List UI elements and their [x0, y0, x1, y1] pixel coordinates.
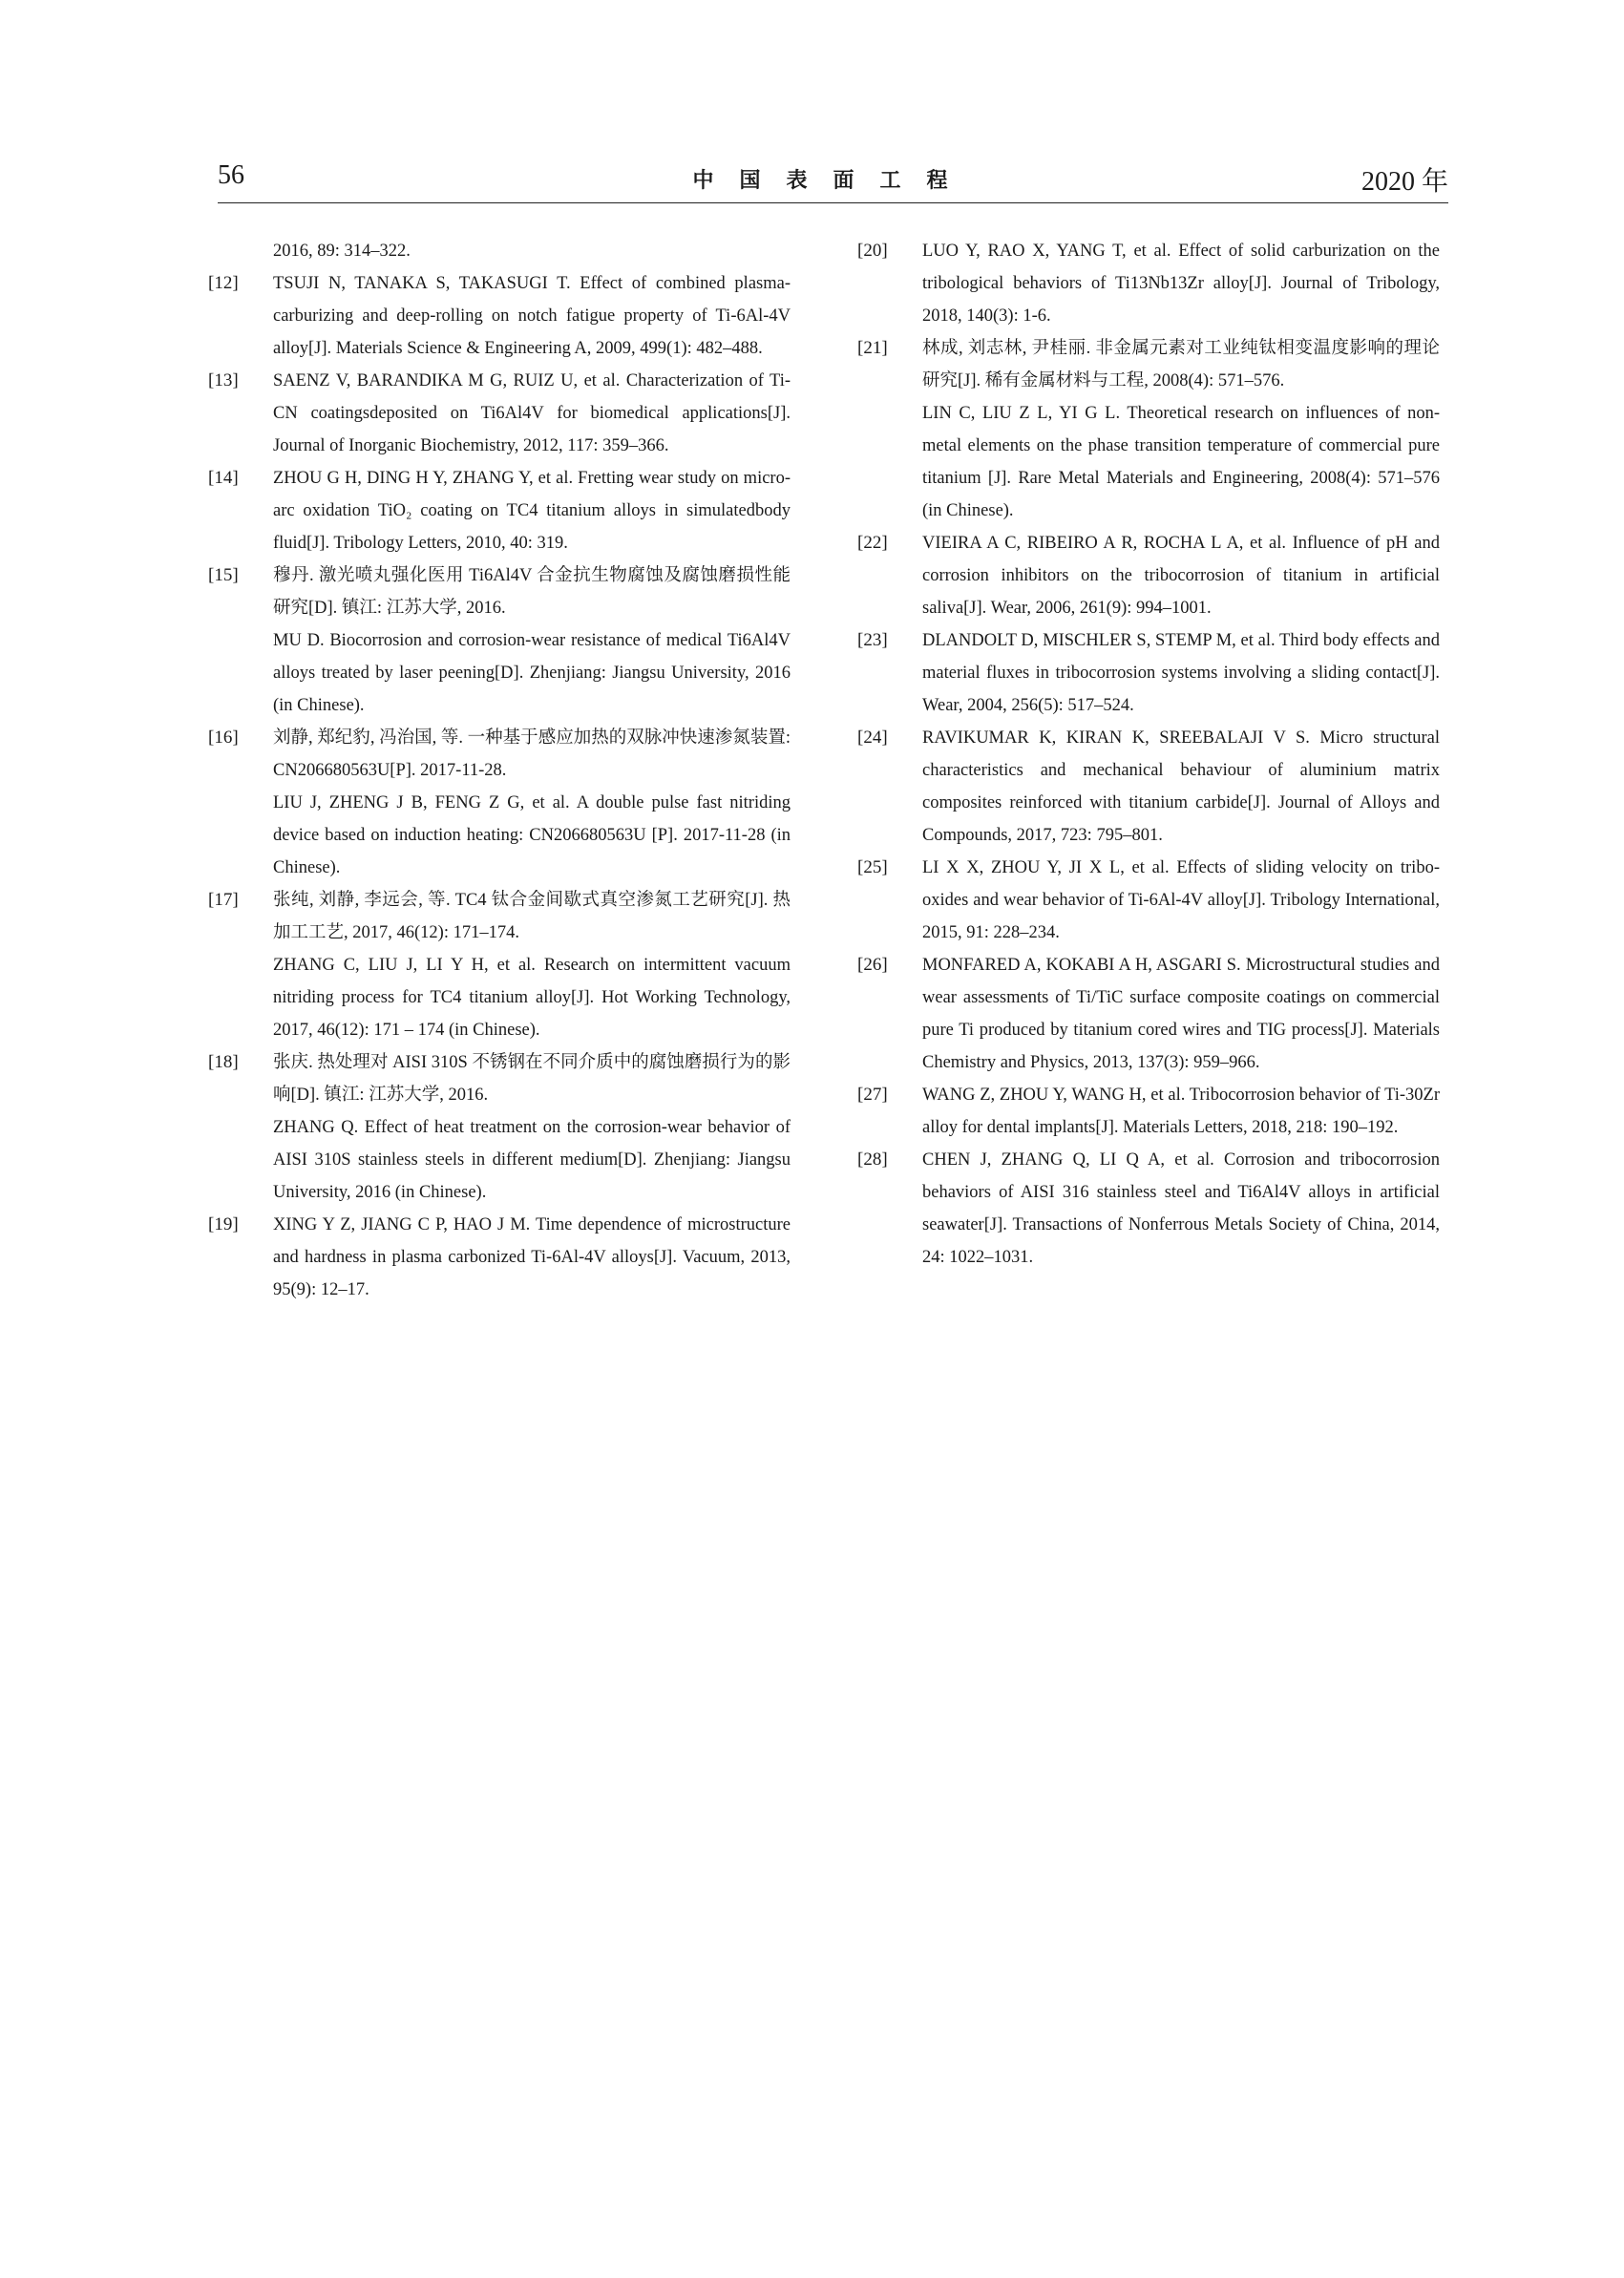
reference-item	[857, 949, 1440, 1079]
reference-item	[857, 332, 1440, 527]
publication-year: 2020 年	[1360, 167, 1448, 197]
reference-item	[208, 559, 791, 722]
reference-item	[857, 852, 1440, 949]
reference-text	[273, 559, 791, 722]
reference-text	[922, 332, 1440, 527]
reference-paragraph: ZHOU G H, DING H Y, ZHANG Y, et al. Fretting wear study on micro-arc oxidation TiO₂ coating on TC4 titanium alloys in simulatedbody fluid[J]. Tribology Letters, 2010, 40: 319.	[273, 469, 791, 553]
reference-paragraph: 林成, 刘志林, 尹桂丽. 非金属元素对工业纯钛相变温度影响的理论研究[J]. 稀有金属材料与工程, 2008(4): 571–576.	[922, 339, 1440, 390]
reference-number: [25]	[857, 857, 888, 877]
reference-number: [26]	[857, 955, 888, 975]
reference-text	[922, 624, 1440, 722]
reference-item	[857, 1079, 1440, 1144]
reference-paragraph: LUO Y, RAO X, YANG T, et al. Effect of solid carburization on the tribological behaviors of Ti13Nb13Zr alloy[J]. Journal of Tribology, 2018, 140(3): 1-6.	[922, 242, 1440, 326]
reference-item	[208, 884, 791, 1046]
reference-paragraph: MONFARED A, KOKABI A H, ASGARI S. Microstructural studies and wear assessments of Ti/TiC surface composite coatings on commercial pure Ti produced by titanium cored wires and TIG process[J]. Materials Chemistry and Physics, 2013, 137(3): 959–966.	[922, 956, 1440, 1072]
reference-item	[208, 267, 791, 365]
reference-item	[208, 1046, 791, 1209]
reference-item	[208, 365, 791, 462]
reference-text	[922, 852, 1440, 949]
reference-number: [14]	[208, 468, 239, 488]
reference-text	[273, 1209, 791, 1306]
reference-paragraph: DLANDOLT D, MISCHLER S, STEMP M, et al. Third body effects and material fluxes in tribocorrosion systems involving a sliding contact[J]. Wear, 2004, 256(5): 517–524.	[922, 631, 1440, 715]
reference-paragraph: TSUJI N, TANAKA S, TAKASUGI T. Effect of combined plasma-carburizing and deep-rolling on notch fatigue property of Ti-6Al-4V alloy[J]. Materials Science & Engineering A, 2009, 499(1): 482–488.	[273, 274, 791, 358]
reference-number: [12]	[208, 273, 239, 293]
reference-text	[273, 722, 791, 884]
reference-number: [16]	[208, 728, 239, 748]
reference-number: [21]	[857, 338, 888, 358]
reference-text	[922, 1079, 1440, 1144]
reference-paragraph: LIU J, ZHENG J B, FENG Z G, et al. A double pulse fast nitriding device based on induction heating: CN206680563U [P]. 2017-11-28 (in Chinese).	[273, 793, 791, 877]
reference-column-left	[208, 235, 791, 1306]
page-number: 56	[218, 160, 244, 190]
reference-item	[857, 722, 1440, 852]
reference-paragraph: 刘静, 郑纪豹, 冯治国, 等. 一种基于感应加热的双脉冲快速渗氮装置: CN206680563U[P]. 2017-11-28.	[273, 728, 791, 780]
reference-item	[208, 722, 791, 884]
reference-item	[208, 462, 791, 559]
reference-item	[857, 527, 1440, 624]
reference-paragraph: 张纯, 刘静, 李远会, 等. TC4 钛合金间歇式真空渗氮工艺研究[J]. 热加工工艺, 2017, 46(12): 171–174.	[273, 891, 791, 942]
reference-text	[922, 527, 1440, 624]
reference-paragraph: LIN C, LIU Z L, YI G L. Theoretical research on influences of non-metal elements on the phase transition temperature of commercial pure titanium [J]. Rare Metal Materials and Engineering, 2008(4): 571–576 (in Chinese).	[922, 404, 1440, 520]
reference-paragraph: 穆丹. 激光喷丸强化医用 Ti6Al4V 合金抗生物腐蚀及腐蚀磨损性能研究[D]. 镇江: 江苏大学, 2016.	[273, 566, 791, 618]
reference-paragraph: CHEN J, ZHANG Q, LI Q A, et al. Corrosion and tribocorrosion behaviors of AISI 316 stainless steel and Ti6Al4V alloys in artificial seawater[J]. Transactions of Nonferrous Metals Society of China, 2014, 24: 1022–1031.	[922, 1150, 1440, 1267]
reference-paragraph: 张庆. 热处理对 AISI 310S 不锈钢在不同介质中的腐蚀磨损行为的影响[D]. 镇江: 江苏大学, 2016.	[273, 1053, 791, 1105]
journal-title: 中国表面工程	[692, 169, 974, 193]
reference-paragraph: 2016, 89: 314–322.	[273, 242, 411, 261]
reference-text	[273, 365, 791, 462]
reference-text	[273, 462, 791, 559]
reference-paragraph: SAENZ V, BARANDIKA M G, RUIZ U, et al. Characterization of Ti-CN coatingsdeposited on Ti6Al4V for biomedical applications[J]. Journal of Inorganic Biochemistry, 2012, 117: 359–366.	[273, 371, 791, 455]
reference-number: [15]	[208, 565, 239, 585]
reference-paragraph: XING Y Z, JIANG C P, HAO J M. Time dependence of microstructure and hardness in plasma carbonized Ti-6Al-4V alloys[J]. Vacuum, 2013, 95(9): 12–17.	[273, 1215, 791, 1299]
reference-number: [19]	[208, 1214, 239, 1234]
reference-number: [20]	[857, 241, 888, 261]
reference-paragraph: MU D. Biocorrosion and corrosion-wear resistance of medical Ti6Al4V alloys treated by laser peening[D]. Zhenjiang: Jiangsu University, 2016 (in Chinese).	[273, 631, 791, 715]
reference-text	[922, 949, 1440, 1079]
reference-item	[208, 1209, 791, 1306]
reference-text	[273, 267, 791, 365]
reference-item	[857, 235, 1440, 332]
reference-paragraph: VIEIRA A C, RIBEIRO A R, ROCHA L A, et al. Influence of pH and corrosion inhibitors on the tribocorrosion of titanium in artificial saliva[J]. Wear, 2006, 261(9): 994–1001.	[922, 534, 1440, 618]
reference-paragraph: WANG Z, ZHOU Y, WANG H, et al. Tribocorrosion behavior of Ti-30Zr alloy for dental implants[J]. Materials Letters, 2018, 218: 190–192.	[922, 1086, 1440, 1137]
reference-item	[208, 235, 791, 267]
reference-number: [28]	[857, 1150, 888, 1170]
reference-text	[922, 235, 1440, 332]
reference-item	[857, 624, 1440, 722]
reference-number: [22]	[857, 533, 888, 553]
reference-number: [23]	[857, 630, 888, 650]
reference-number: [24]	[857, 728, 888, 748]
reference-column-right	[857, 235, 1440, 1274]
page-header	[218, 160, 1448, 203]
reference-text	[273, 1046, 791, 1209]
reference-text	[273, 884, 791, 1046]
reference-paragraph: LI X X, ZHOU Y, JI X L, et al. Effects of sliding velocity on tribo-oxides and wear behavior of Ti-6Al-4V alloy[J]. Tribology International, 2015, 91: 228–234.	[922, 858, 1440, 942]
reference-text	[273, 235, 791, 267]
reference-paragraph: ZHANG Q. Effect of heat treatment on the corrosion-wear behavior of AISI 310S stainless steels in different medium[D]. Zhenjiang: Jiangsu University, 2016 (in Chinese).	[273, 1118, 791, 1202]
reference-number: [17]	[208, 890, 239, 910]
reference-number: [18]	[208, 1052, 239, 1072]
reference-number: [13]	[208, 370, 239, 390]
reference-paragraph: RAVIKUMAR K, KIRAN K, SREEBALAJI V S. Micro structural characteristics and mechanical behaviour of aluminium matrix composites reinforced with titanium carbide[J]. Journal of Alloys and Compounds, 2017, 723: 795–801.	[922, 728, 1440, 845]
reference-paragraph: ZHANG C, LIU J, LI Y H, et al. Research on intermittent vacuum nitriding process for TC4 titanium alloy[J]. Hot Working Technology, 2017, 46(12): 171 – 174 (in Chinese).	[273, 956, 791, 1040]
reference-item	[857, 1144, 1440, 1274]
reference-number: [27]	[857, 1085, 888, 1105]
reference-text	[922, 1144, 1440, 1274]
reference-text	[922, 722, 1440, 852]
